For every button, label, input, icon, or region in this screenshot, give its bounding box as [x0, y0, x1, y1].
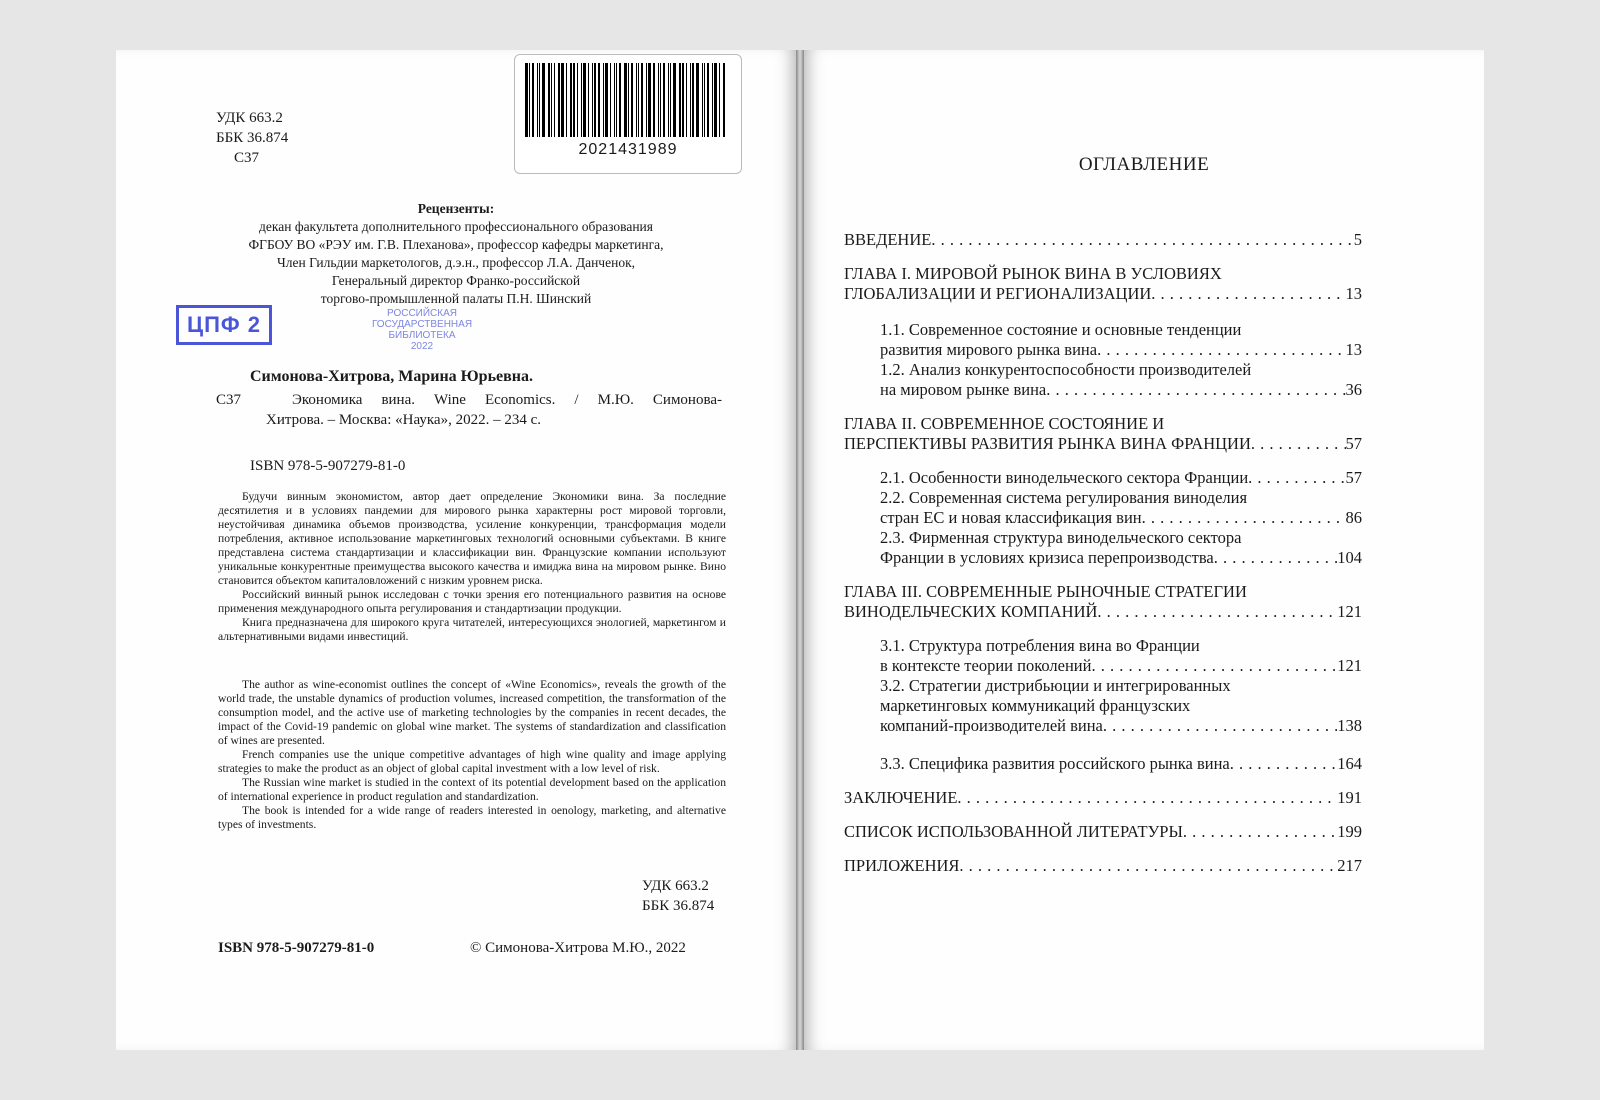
toc-entry [844, 856, 1362, 876]
toc-entry-line: 2.2. Современная система регулирования виноделия [880, 488, 1248, 507]
reviewer-line: ФГБОУ ВО «РЭУ им. Г.В. Плеханова», профессор кафедры маркетинга, [248, 237, 664, 252]
barcode-bar [570, 63, 572, 137]
barcode-bar [532, 63, 534, 137]
left-page [116, 50, 796, 1050]
toc-entry [844, 822, 1362, 842]
barcode-bar [551, 63, 552, 137]
toc-leader-dots [1103, 716, 1337, 736]
toc-leader-dots [1183, 822, 1337, 842]
toc-leader-dots [957, 788, 1337, 808]
author-mark: С37 [234, 150, 260, 166]
barcode-bar [616, 63, 617, 137]
barcode-bar [614, 63, 615, 137]
barcode-bar [561, 63, 564, 137]
barcode-bar [712, 63, 713, 137]
abstract-paragraph: Книга предназначена для широкого круга читателей, интересующихся энологией, маркетингом и альтернативными видами инвестиций. [218, 616, 726, 643]
udk-code: УДК 663.2 [216, 110, 283, 126]
barcode-bar [577, 63, 578, 137]
toc-entry [880, 754, 1362, 774]
abstract-paragraph: The book is intended for a wide range of readers interested in oenology, marketing, and alternative types of investments. [218, 804, 726, 831]
barcode-bar [648, 63, 651, 137]
toc-page-number: 217 [1337, 856, 1362, 875]
toc-page-number: 199 [1337, 822, 1362, 841]
toc-leader-dots [1046, 380, 1345, 400]
barcode-bar [696, 63, 699, 137]
barcode-bar [525, 63, 528, 137]
barcode-bar [588, 63, 589, 137]
toc-entry-line: 1.1. Современное состояние и основные тенденции [880, 320, 1242, 339]
toc-page-number: 5 [1353, 230, 1362, 249]
toc-page-number: 121 [1337, 656, 1362, 675]
toc-entry-title: компаний-производителей вина [880, 716, 1103, 735]
reviewer-line: Член Гильдии маркетологов, д.э.н., профессор Л.А. Данченок, [276, 255, 636, 270]
barcode-bar [660, 63, 661, 137]
toc-entry-title: на мировом рынке вина [880, 380, 1047, 399]
toc-leader-dots [1091, 656, 1337, 676]
toc-leader-dots [931, 230, 1353, 250]
toc-leader-dots [959, 856, 1337, 876]
toc-page-number: 36 [1345, 380, 1362, 399]
udk-code: УДК 663.2 [642, 878, 709, 894]
toc-entry-title: стран ЕС и новая классификация вин [880, 508, 1142, 527]
library-stamp-line: РОССИЙСКАЯ [387, 308, 457, 319]
toc-leader-dots [1214, 548, 1338, 568]
toc-entry [880, 508, 1362, 528]
barcode-bar [583, 63, 586, 137]
reviewers-block [196, 200, 716, 308]
toc-entry [880, 656, 1362, 676]
barcode-bar [704, 63, 705, 137]
barcode-bar [537, 63, 538, 137]
barcode-bar [707, 63, 709, 137]
toc-page-number: 57 [1345, 434, 1362, 453]
toc-entry-title: ЗАКЛЮЧЕНИЕ [844, 788, 958, 807]
toc-leader-dots [1251, 434, 1346, 454]
toc-entry-title: ПРИЛОЖЕНИЯ [844, 856, 960, 875]
toc-entry-title: 3.3. Специфика развития российского рынка вина [880, 754, 1230, 773]
barcode-bar [670, 63, 671, 137]
barcode-bar [566, 63, 567, 137]
barcode-bar [636, 63, 637, 137]
udk-block-top [216, 108, 288, 168]
toc-entry-title: ВИНОДЕЛЬЧЕСКИХ КОМПАНИЙ [844, 602, 1098, 621]
toc-title: ОГЛАВЛЕНИЕ [1078, 154, 1210, 175]
bbk-code: ББК 36.874 [642, 898, 715, 914]
library-stamp-line: ГОСУДАРСТВЕННАЯ [371, 319, 473, 330]
abstract-ru [218, 490, 726, 644]
barcode-bar [658, 63, 659, 137]
toc-entry [844, 230, 1362, 250]
barcode-bar [723, 63, 725, 137]
toc-page-number: 86 [1345, 508, 1362, 527]
barcode-bar [529, 63, 530, 137]
bbk-code: ББК 36.874 [216, 130, 289, 146]
toc-entry-line: 3.2. Стратегии дистрибьюции и интегрированных [880, 676, 1231, 695]
abstract-paragraph: French companies use the unique competitive advantages of high wine quality and image applying strategies to make the product as an object of global capital investment with a low level of risk. [218, 748, 726, 775]
toc-entry-title: ПЕРСПЕКТИВЫ РАЗВИТИЯ РЫНКА ВИНА ФРАНЦИИ [844, 434, 1251, 453]
toc-leader-dots [1097, 602, 1337, 622]
toc-entry [844, 434, 1362, 454]
toc-entry [844, 284, 1362, 304]
barcode-bar [668, 63, 669, 137]
reviewer-line: декан факультета дополнительного профессионального образования [259, 219, 653, 234]
barcode-bar [628, 63, 629, 137]
toc-leader-dots [1142, 508, 1346, 528]
isbn-line: ISBN 978-5-907279-81-0 [250, 458, 406, 474]
barcode-bar [592, 63, 593, 137]
barcode-bar [702, 63, 703, 137]
barcode-bar [542, 63, 545, 137]
barcode-bar [690, 63, 691, 137]
barcode-bar [631, 63, 633, 137]
barcode-bar [682, 63, 684, 137]
reviewer-line: Генеральный директор Франко-российской [331, 273, 581, 288]
reviewer-line: торгово-промышленной палаты П.Н. Шинский [320, 291, 592, 306]
barcode-bar [673, 63, 676, 137]
barcode-bar [646, 63, 647, 137]
barcode-bar [653, 63, 655, 137]
barcode-bar [610, 63, 611, 137]
right-page [804, 50, 1484, 1050]
abstract-paragraph: The author as wine-economist outlines the concept of «Wine Economics», reveals the growth of the world trade, the unstable dynamics of production volumes, increased competition, the transformation of the consumption model, and the active use of marketing technologies by the companies in recent decades, the impact of the Covid-19 pandemic on global wine market. The systems of standardization and classification of wines are presented. [218, 678, 726, 747]
barcode-bar [719, 63, 720, 137]
barcode-bar [638, 63, 639, 137]
toc-entry-title: Франции в условиях кризиса перепроизводства [880, 548, 1214, 567]
udk-block-bottom [642, 876, 714, 916]
toc-entry-title: ГЛОБАЛИЗАЦИИ И РЕГИОНАЛИЗАЦИИ [844, 284, 1152, 303]
barcode-bar [686, 63, 687, 137]
toc-page-number: 191 [1337, 788, 1362, 807]
toc-leader-dots [1230, 754, 1337, 774]
toc-leader-dots [1248, 468, 1345, 488]
barcode-bar [581, 63, 582, 137]
barcode-bar [598, 63, 600, 137]
catalog-line-2: Хитрова. – Москва: «Наука», 2022. – 234 с. [266, 412, 541, 428]
toc-entry [880, 548, 1362, 568]
toc-page-number: 57 [1345, 468, 1362, 487]
toc-entry-line: 3.1. Структура потребления вина во Франции [880, 636, 1200, 655]
abstract-en [218, 678, 726, 832]
toc-entry-title: в контексте теории поколений [880, 656, 1092, 675]
barcode [525, 63, 731, 137]
toc-entry-line: ГЛАВА I. МИРОВОЙ РЫНОК ВИНА В УСЛОВИЯХ [844, 264, 1222, 283]
toc-entry-title: ВВЕДЕНИЕ [844, 230, 932, 249]
library-stamp [342, 308, 502, 352]
cpf-stamp: ЦПФ 2 [176, 305, 272, 345]
toc-entry-title: 2.1. Особенности винодельческого сектора Франции [880, 468, 1249, 487]
toc-page-number: 138 [1337, 716, 1362, 735]
toc-entry-line: маркетинговых коммуникаций французских [880, 696, 1191, 715]
toc-entry-title: развития мирового рынка вина [880, 340, 1098, 359]
toc-page-number: 13 [1345, 284, 1362, 303]
toc-entry [880, 468, 1362, 488]
barcode-bar [641, 63, 643, 137]
isbn-bold: ISBN 978-5-907279-81-0 [218, 940, 375, 956]
barcode-sticker [514, 54, 742, 174]
toc-page-number: 13 [1345, 340, 1362, 359]
barcode-bar [714, 63, 717, 137]
toc-entry-line: ГЛАВА II. СОВРЕМЕННОЕ СОСТОЯНИЕ И [844, 414, 1165, 433]
reviewers-heading: Рецензенты: [417, 201, 495, 216]
toc-entry [880, 340, 1362, 360]
toc-entry-line: 2.3. Фирменная структура винодельческого сектора [880, 528, 1242, 547]
barcode-bar [573, 63, 575, 137]
barcode-bar [619, 63, 621, 137]
copyright: © Симонова-Хитрова М.Ю., 2022 [470, 940, 686, 956]
barcode-bar [679, 63, 681, 137]
abstract-paragraph: Будучи винным экономистом, автор дает определение Экономики вина. За последние десятилетия и в условиях пандемии для мирового рынка характерны рост мировой торговли, неустойчивая динамика объемов производства, усиление конкуренции, трансформация модели потребления, активное использование маркетинговых технологий основными субъектами. В книге представлена система стандартизации и классификации вин. Французские компании используют уникальные конкурентные преимущества высокого качества и имиджа вина на мировом рынке. Вино становится объектом капиталовложений с низким уровнем риска. [218, 490, 726, 587]
toc-entry [880, 716, 1362, 736]
library-stamp-line: БИБЛИОТЕКА [388, 330, 456, 341]
barcode-bar [624, 63, 627, 137]
toc-entry-line: ГЛАВА III. СОВРЕМЕННЫЕ РЫНОЧНЫЕ СТРАТЕГИИ [844, 582, 1247, 601]
toc-entry-title: СПИСОК ИСПОЛЬЗОВАННОЙ ЛИТЕРАТУРЫ [844, 822, 1183, 841]
toc-entry [880, 380, 1362, 400]
barcode-bar [594, 63, 596, 137]
barcode-bar [603, 63, 604, 137]
barcode-bar [548, 63, 550, 137]
toc-entry [844, 602, 1362, 622]
toc-page-number: 121 [1337, 602, 1362, 621]
barcode-number: 2021431989 [578, 141, 678, 158]
toc-entry-line: 1.2. Анализ конкурентоспособности производителей [880, 360, 1252, 379]
book-spine-gutter [796, 50, 804, 1050]
abstract-paragraph: Российский винный рынок исследован с точки зрения его потенциального развития на основе применения международного опыта регулирования и стандартизации продукции. [218, 588, 726, 615]
toc-leader-dots [1097, 340, 1345, 360]
catalog-line-1: Экономика вина. Wine Economics. / М.Ю. Симонова- [292, 392, 722, 408]
toc-leader-dots [1151, 284, 1345, 304]
catalog-code: С37 [216, 392, 242, 408]
author-heading: Симонова-Хитрова, Марина Юрьевна. [250, 368, 533, 385]
barcode-bar [539, 63, 540, 137]
barcode-bar [605, 63, 608, 137]
library-stamp-line: 2022 [410, 341, 434, 352]
toc-page-number: 104 [1337, 548, 1362, 567]
barcode-bar [558, 63, 560, 137]
abstract-paragraph: The Russian wine market is studied in the context of its potential development based on the application of international experience in product regulation and standardization. [218, 776, 726, 803]
toc-page-number: 164 [1337, 754, 1362, 773]
barcode-bar [663, 63, 665, 137]
toc-entry [844, 788, 1362, 808]
barcode-bar [692, 63, 694, 137]
barcode-bar [554, 63, 555, 137]
